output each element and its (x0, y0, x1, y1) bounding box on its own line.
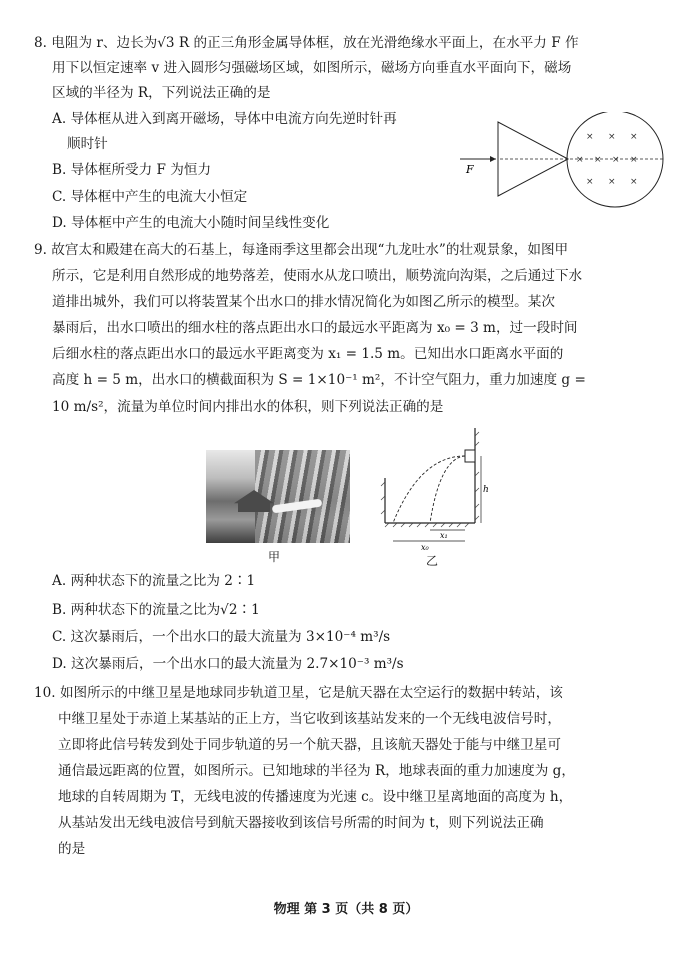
field-cross-icon: × (608, 132, 616, 142)
q9-line-1: 9. 故宫太和殿建在高大的石基上，每逢雨季这里都会出现“九龙吐水”的壮观景象，如图甲 (34, 242, 569, 258)
q10-line-5: 地球的自转周期为 T，无线电波的传播速度为光速 c。设中继卫星离地面的高度为 h， (58, 789, 573, 805)
field-cross-icon: × (630, 177, 638, 187)
x1-label: x₁ (440, 531, 448, 540)
q8-line-3: 区域的半径为 R，下列说法正确的是 (52, 85, 271, 101)
q9-option-a: A. 两种状态下的流量之比为 2∶1 (52, 573, 256, 589)
q9-line-7: 10 m/s²，流量为单位时间内排出水的体积，则下列说法正确的是 (52, 399, 444, 415)
field-cross-icon: × (612, 155, 620, 165)
q10-line-4: 通信最远距离的位置，如图所示。已知地球的半径为 R，地球表面的重力加速度为 g， (58, 763, 575, 779)
q10-line-1: 10. 如图所示的中继卫星是地球同步轨道卫星，它是航天器在太空运行的数据中转站，该 (34, 685, 563, 701)
q10-line-7: 的是 (58, 841, 86, 857)
q9-option-b: B. 两种状态下的流量之比为√2∶1 (52, 602, 260, 618)
q8-option-a-cont: 顺时针 (67, 136, 108, 152)
q9-option-d: D. 这次暴雨后，一个出水口的最大流量为 2.7×10⁻³ m³/s (52, 656, 404, 672)
q10-line-3: 立即将此信号转发到处于同步轨道的另一个航天器，且该航天器处于能与中继卫星可 (58, 737, 561, 753)
field-cross-icon: × (630, 155, 638, 165)
q8-option-a: A. 导体框从进入到离开磁场，导体中电流方向先逆时针再 (52, 111, 397, 127)
q9-line-4: 暴雨后，出水口喷出的细水柱的落点距出水口的最远水平距离为 x₀ = 3 m，过一段时间 (52, 320, 578, 336)
q8-option-b: B. 导体框所受力 F 为恒力 (52, 162, 212, 178)
field-crosses (576, 132, 638, 187)
figure-jia-caption: 甲 (268, 550, 281, 564)
force-label: F (466, 163, 474, 176)
field-cross-icon: × (608, 177, 616, 187)
q9-line-5: 后细水柱的落点距出水口的最远水平距离变为 x₁ = 1.5 m。已知出水口距离水平面的 (52, 346, 564, 362)
q10-line-2: 中继卫星处于赤道上某基站的正上方，当它收到该基站发来的一个无线电波信号时， (58, 711, 561, 727)
q8-option-d: D. 导体框中产生的电流大小随时间呈线性变化 (52, 215, 330, 231)
height-label: h (483, 485, 489, 495)
q8-figure (460, 112, 670, 212)
nine-dragons-photo (206, 450, 350, 543)
q8-option-c: C. 导体框中产生的电流大小恒定 (52, 189, 248, 205)
water-outlet-model (375, 428, 495, 553)
q10-line-6: 从基站发出无线电波信号到航天器接收到该信号所需的时间为 t，则下列说法正确 (58, 815, 544, 831)
field-cross-icon: × (586, 177, 594, 187)
field-cross-icon: × (594, 155, 602, 165)
q9-line-3: 道排出城外，我们可以将装置某个出水口的排水情况简化为如图乙所示的模型。某次 (52, 294, 555, 310)
q9-line-6: 高度 h = 5 m，出水口的横截面积为 S = 1×10⁻¹ m²，不计空气阻力，重力加速度 g = (52, 372, 586, 388)
page-footer: 物理 第 3 页（共 8 页） (273, 902, 419, 917)
x0-label: x₀ (421, 543, 429, 552)
field-cross-icon: × (630, 132, 638, 142)
field-cross-icon: × (576, 155, 584, 165)
field-cross-icon: × (586, 132, 594, 142)
q9-option-c: C. 这次暴雨后，一个出水口的最大流量为 3×10⁻⁴ m³/s (52, 629, 391, 645)
q8-line-1: 8. 电阻为 r、边长为√3 R 的正三角形金属导体框，放在光滑绝缘水平面上，在水平力 F 作 (34, 35, 579, 51)
q8-line-2: 用下以恒定速率 v 进入圆形匀强磁场区域，如图所示，磁场方向垂直水平面向下，磁场 (52, 60, 572, 76)
q9-line-2: 所示，它是利用自然形成的地势落差，使雨水从龙口喷出，顺势流向沟渠，之后通过下水 (52, 268, 583, 284)
figure-yi-caption: 乙 (426, 554, 439, 568)
